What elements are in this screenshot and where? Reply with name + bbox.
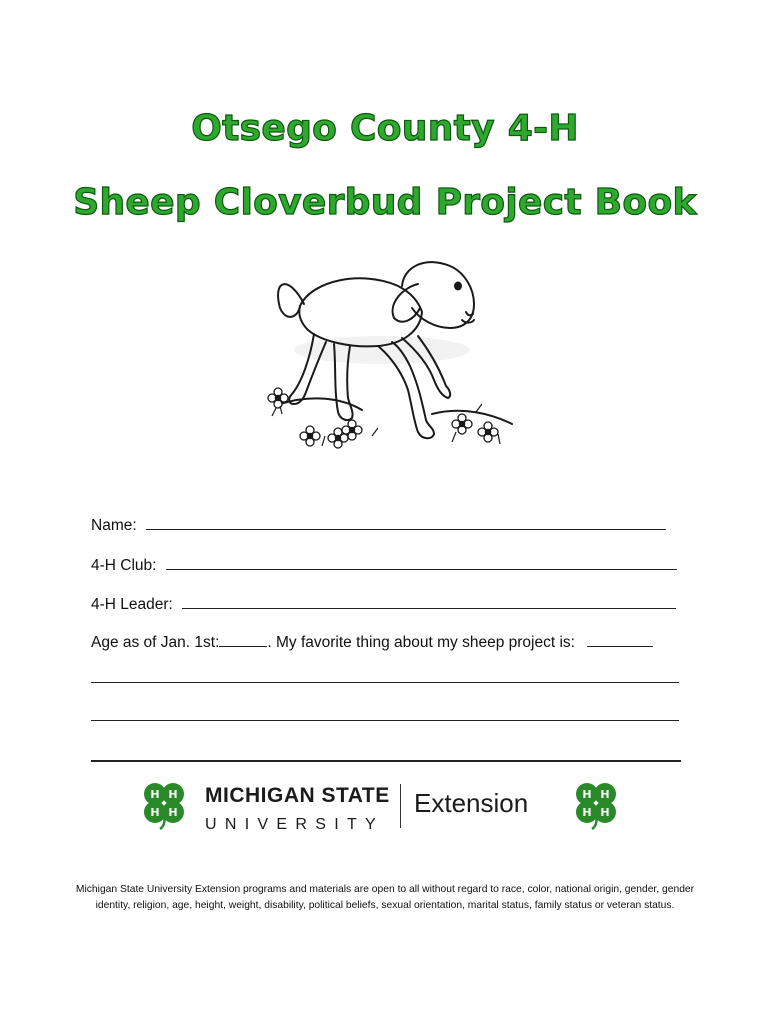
- clover-letter: H: [582, 806, 592, 819]
- clover-letter: H: [150, 788, 160, 801]
- age-field: [91, 631, 653, 652]
- clover-letter: H: [600, 788, 610, 801]
- clover-letter: H: [600, 806, 610, 819]
- club-label: 4-H Club:: [91, 557, 157, 574]
- university-word: UNIVERSITY: [205, 816, 385, 833]
- footer-line-2: identity, religion, age, height, weight, disability, political beliefs, sexual orientation, marital status, family status or veteran status.: [95, 900, 675, 911]
- extension-wordmark: Extension: [414, 788, 529, 818]
- favorite-label: . My favorite thing about my sheep project is:: [267, 634, 575, 651]
- clover-letter: H: [168, 788, 178, 801]
- club-field: [91, 554, 677, 575]
- title-line-1: Otsego County 4-H: [191, 108, 579, 149]
- lamb-illustration: [252, 246, 522, 456]
- leader-field: [91, 593, 676, 614]
- age-blank[interactable]: [219, 631, 267, 647]
- name-field: [91, 514, 666, 535]
- leader-label: 4-H Leader:: [91, 596, 173, 613]
- logo-divider: [400, 784, 401, 828]
- msu-wordmark: [205, 784, 390, 834]
- leader-blank[interactable]: [182, 593, 676, 609]
- favorite-blank[interactable]: [587, 631, 653, 647]
- divider-rule: [91, 760, 681, 762]
- footer-line-1: Michigan State University Extension programs and materials are open to all without regard to race, color, national origin, gender, gender: [75, 884, 695, 895]
- name-blank[interactable]: [146, 514, 666, 530]
- clover-letter: H: [168, 806, 178, 819]
- nondiscrimination-statement: [60, 882, 710, 914]
- answer-line-2[interactable]: [91, 720, 679, 721]
- name-label: Name:: [91, 517, 137, 534]
- title-line-2: Sheep Cloverbud Project Book: [73, 182, 697, 223]
- university-name: MICHIGAN STATE: [205, 784, 390, 807]
- 4h-clover-left-icon: [136, 775, 192, 831]
- club-blank[interactable]: [166, 554, 677, 570]
- clover-letter: H: [150, 806, 160, 819]
- clover-letter: H: [582, 788, 592, 801]
- answer-line-1[interactable]: [91, 682, 679, 683]
- age-label: Age as of Jan. 1st:: [91, 634, 220, 651]
- 4h-clover-right-icon: [568, 775, 624, 831]
